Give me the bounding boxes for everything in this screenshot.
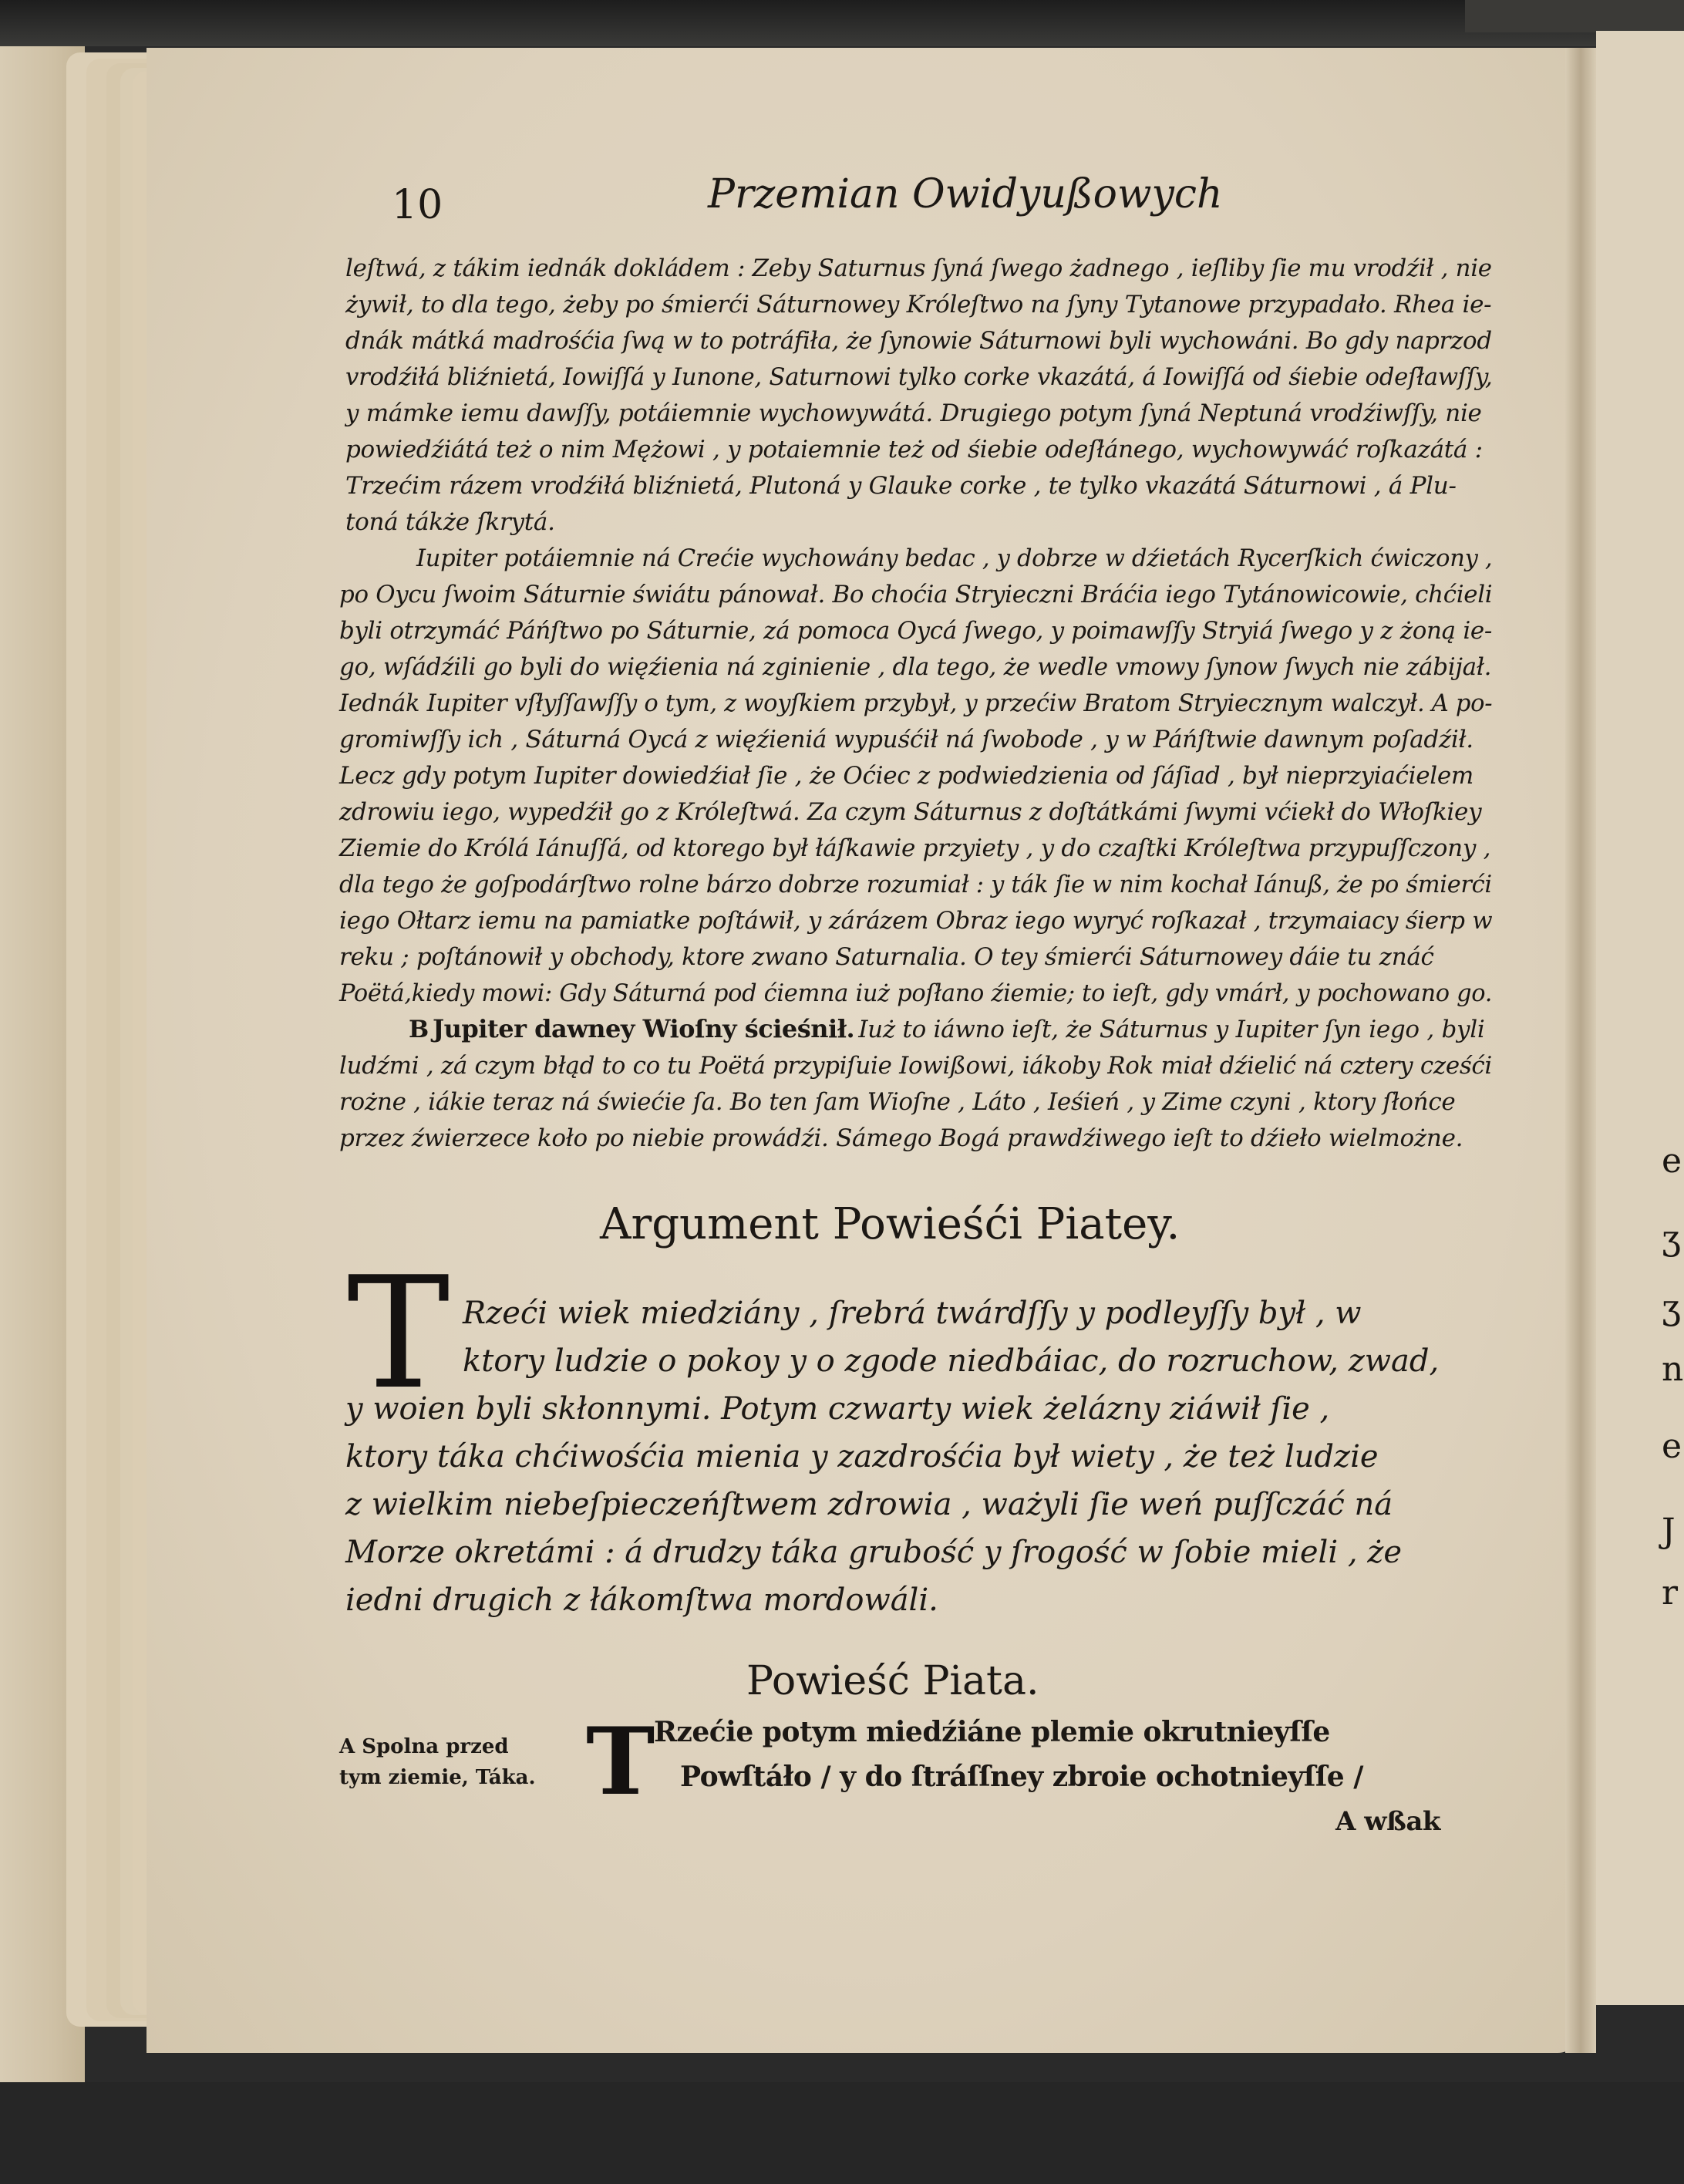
- text-line: Morze okretámi : á drudzy táka grubość y ſrogość w ſobie mieli , że: [345, 1535, 1403, 1570]
- text-line: po Oycu ſwoim Sáturnie świátu pánował. Bo choćia Stryieczni Bráćia iego Tytánowicowie, chćieli: [339, 581, 1493, 608]
- text-line: y mámke iemu dawſſy, potáiemnie wychowywátá. Drugiego potym ſyná Neptuná vrodźiwſſy, nie: [345, 399, 1482, 427]
- text-line: ktory táka chćiwośćia mienia y zazdrośćia był wiety , że też ludzie: [345, 1439, 1379, 1475]
- drop-cap: T: [347, 1244, 450, 1424]
- text-line: reku ; poſtánowił y obchody, ktore zwano Saturnalia. O tey śmierći Sáturnowey dáie tu znáć: [339, 943, 1434, 971]
- facing-fragment: e: [1662, 1141, 1682, 1181]
- facing-fragment: ʒ: [1662, 1218, 1681, 1258]
- background-bottom: [0, 2082, 1684, 2184]
- verse-line: Powſtáło / y do ſtráſſney zbroie ochotnieyſſe /: [680, 1761, 1363, 1793]
- margin-note: tym ziemie, Táka.: [339, 1766, 536, 1789]
- text-line: powiedźiátá też o nim Mężowi , y potaiemnie też od śiebie odeſłánego, wychowywáć roſkazátá :: [345, 436, 1483, 463]
- reference-letter: B: [409, 1016, 429, 1043]
- book-gutter: [1565, 48, 1596, 2053]
- text-line: z wielkim niebeſpieczeńſtwem zdrowia , ważyli ſie weń puſſczáć ná: [345, 1487, 1393, 1522]
- text-line: zdrowiu iego, wypedźił go z Króleſtwá. Za czym Sáturnus z doſtátkámi ſwymi vćiekł do Włoſkiey: [339, 798, 1482, 826]
- facing-page-cover: [1465, 0, 1684, 32]
- text-line: iedni drugich z łákomſtwa mordowáli.: [345, 1582, 938, 1618]
- text-line: [409, 1014, 1484, 1043]
- background-top: [0, 0, 1684, 46]
- text-line: Ziemie do Królá Iánuſſá, od ktorego był łáſkawie przyiety , y do czaſtki Króleſtwa przypuſſczony ,: [339, 834, 1491, 862]
- text-line: rożne , iákie teraz ná świećie ſa. Bo ten ſam Wioſne , Láto , Ieśień , y Zime czyni , ktory ſłońce: [339, 1088, 1456, 1116]
- catchword: A wßak: [1335, 1806, 1440, 1837]
- text-line: Trzećim rázem vrodźiłá bliźnietá, Plutoná y Glauke corke , te tylko vkazátá Sáturnowi , á Plu-: [345, 472, 1457, 500]
- margin-note: A Spolna przed: [339, 1735, 509, 1758]
- text-line: gromiwſſy ich , Sáturná Oycá z więźieniá wypuśćił ná ſwobode , y w Páńſtwie dawnym poſadźił.: [339, 726, 1474, 753]
- drop-cap: T: [586, 1707, 655, 1816]
- running-title: Przemian Owidyußowych: [708, 171, 1223, 217]
- text-line: przez źwierzece koło po niebie prowádźi. Sámego Bogá prawdźiwego ieſt to dźieło wielmożne.: [339, 1124, 1463, 1152]
- facing-fragment: J: [1662, 1512, 1676, 1551]
- text-line: dla tego że goſpodárſtwo rolne bárzo dobrze rozumiał : y ták ſie w nim kochał Iánuß, że po śmierći: [339, 871, 1492, 898]
- facing-fragment: ʒ: [1662, 1288, 1681, 1327]
- text-line: ludźmi , zá czym błąd to co tu Poëtá przypiſuie Iowißowi, iákoby Rok miał dźielić ná cztery cześći: [339, 1052, 1493, 1080]
- text-line: vrodźiłá bliźnietá, Iowiſſá y Iunone, Saturnowi tylko corke vkazátá, á Iowiſſá od śiebie odeſławſſy,: [345, 363, 1493, 391]
- text-line: Poëtá,kiedy mowi: Gdy Sáturná pod ćiemna iuż poſłano źiemie; to ieſt, gdy vmárł, y pochowano go.: [339, 979, 1493, 1007]
- text-line: toná tákże ſkrytá.: [345, 508, 555, 536]
- facing-page: [1596, 31, 1684, 2005]
- text-line: go, wſádźili go byli do więźienia ná zginienie , dla tego, że wedle vmowy ſynow ſwych nie zábijał.: [339, 653, 1492, 681]
- text-line: Lecz gdy potym Iupiter dowiedźiał ſie , że Oćiec z podwiedzienia od ſáſiad , był nieprzyiaćielem: [339, 762, 1474, 790]
- quoted-verse: Jupiter dawney Wioſny ścieśnił.: [433, 1014, 855, 1043]
- story-heading: Powieść Piata.: [746, 1658, 1039, 1704]
- page-number: 10: [392, 182, 443, 228]
- text-line: byli otrzymáć Páńſtwo po Sáturnie, zá pomoca Oycá ſwego, y poimawſſy Stryiá ſwego y z żoną ie-: [339, 617, 1493, 645]
- facing-fragment: e: [1662, 1427, 1682, 1466]
- verse-line: Rzećie potym miedźiáne plemie okrutnieyſſe: [654, 1716, 1330, 1748]
- text-line: iego Ołtarz iemu na pamiatke poſtáwił, y zárázem Obraz iego wyryć roſkazał , trzymaiacy śierp w: [339, 907, 1493, 935]
- text-segment: Iuż to iáwno ieſt, że Sáturnus y Iupiter ſyn iego , byli: [858, 1016, 1485, 1043]
- text-line: leſtwá, z tákim iednák dokládem : Zeby Saturnus ſyná ſwego żadnego , ieſliby ſie mu vrodźił , nie: [345, 254, 1492, 282]
- text-line: Rzeći wiek miedziány , ſrebrá twárdſſy y podleyſſy był , w: [463, 1296, 1362, 1331]
- text-line: żywił, to dla tego, żeby po śmierći Sáturnowey Króleſtwo na ſyny Tytanowe przypadało. Rhea ie-: [345, 291, 1492, 318]
- text-line: Iupiter potáiemnie ná Crećie wychowány bedac , y dobrze w dźietách Rycerſkich ćwiczony ,: [416, 544, 1493, 572]
- argument-heading: Argument Powieśći Piatey.: [600, 1199, 1180, 1249]
- facing-fragment: r: [1662, 1573, 1679, 1613]
- text-line: Iednák Iupiter vſłyſſawſſy o tym, z woyſkiem przybył, y przećiw Bratom Stryiecznym walczył. A po-: [339, 689, 1493, 717]
- facing-fragment: n: [1662, 1350, 1684, 1389]
- text-line: ktory ludzie o pokoy y o zgode niedbáiac, do rozruchow, zwad,: [463, 1343, 1440, 1379]
- text-line: dnák mátká madrośćia ſwą w to potráfiła, że ſynowie Sáturnowi byli wychowáni. Bo gdy naprzod: [345, 327, 1492, 355]
- text-line: y woien byli skłonnymi. Potym czwarty wiek żelázny ziáwił ſie ,: [345, 1391, 1330, 1427]
